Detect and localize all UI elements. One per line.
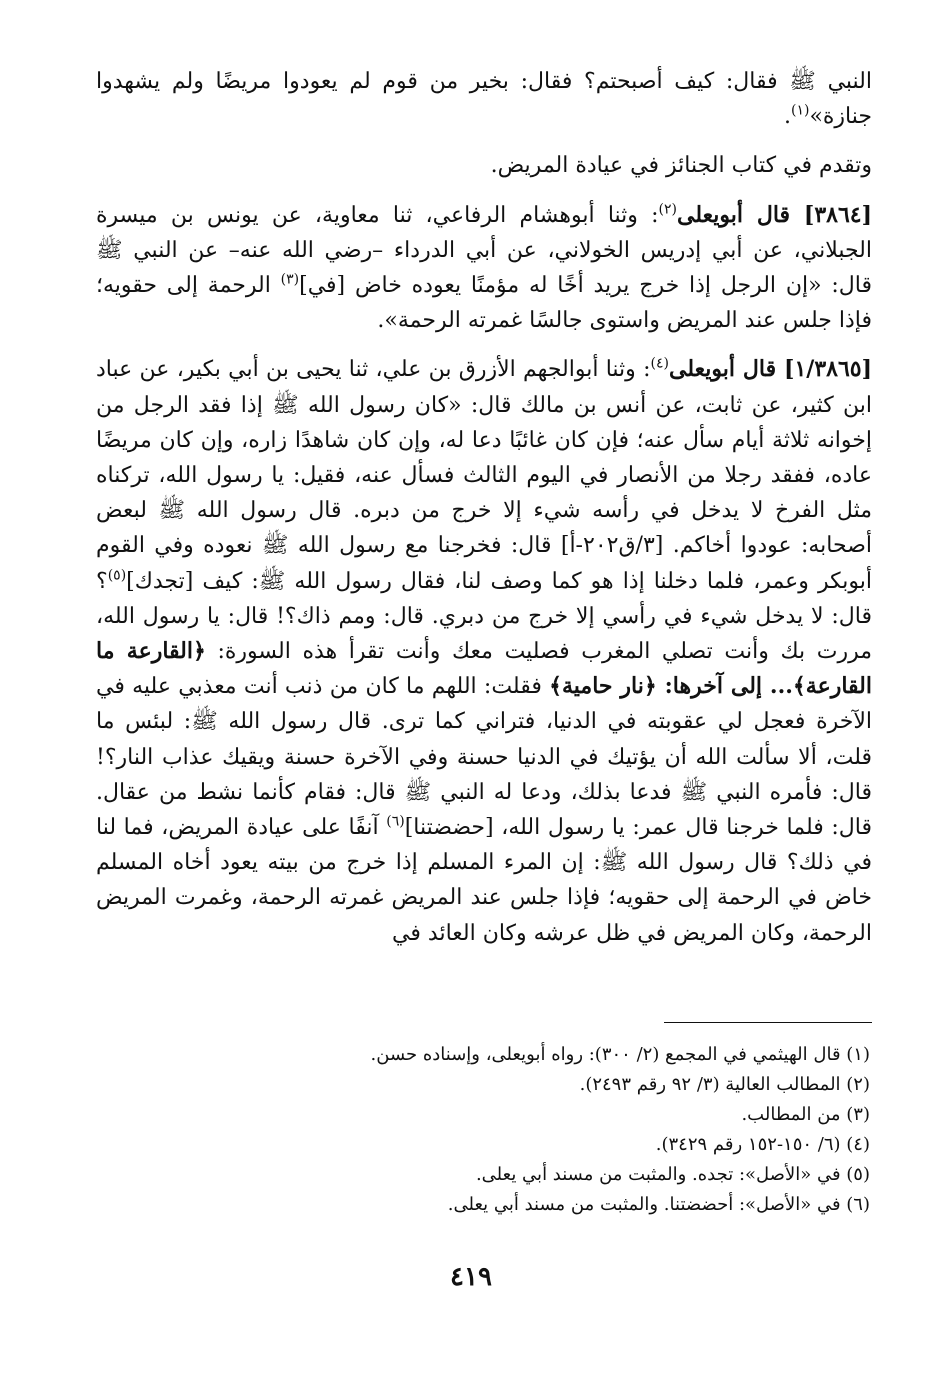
footnote-4: (٤) (٦/ ١٥٠-١٥٢ رقم ٣٤٢٩). [655, 1134, 870, 1155]
footnote-ref-5[interactable]: (٥) [107, 567, 127, 584]
continuation-paragraph [96, 64, 872, 134]
hadith-3865 [96, 352, 872, 950]
footnote-ref-6[interactable]: (٦) [386, 813, 405, 830]
hadith-3864 [96, 198, 872, 339]
footnote-6: (٦) في «الأصل»: أحضضتنا. والمثبت من مسند أبي يعلى. [447, 1194, 870, 1215]
footnote-ref-1[interactable]: (١) [790, 102, 810, 119]
hadith-3864-text-a: : وثنا أبوهشام الرفاعي، ثنا معاوية، عن يونس بن ميسرة الجبلاني، عن أبي إدريس الخولاني، عن أبي الدرداء –رضي الله عنه– عن النبي ﷺ قال: «إن الرجل إذا خرج يريد أخًا له مؤمنًا يعوده خاض [في] [96, 202, 872, 299]
quran-quote: ﴿القارعة ما القارعة﴾... إلى آخرها: ﴿نار حامية﴾ [96, 638, 872, 700]
footnote-ref-2[interactable]: (٢) [658, 201, 678, 218]
hadith-3865-text-b: ؟ قال: لا يدخل شيء في رأسي إلا خرج من دبري. قال: ومم ذاك؟! قال: يا رسول الله، مررت بك وأنت تصلي المغرب فصليت معك وأنت تقرأ هذه السورة: [96, 568, 873, 665]
footnotes [96, 1040, 870, 1220]
hadith-3865-text-c: فقلت: اللهم ما كان من ذنب أنت معذبي عليه في الآخرة فعجل لي عقوبته في الدنيا، فتراني كما ترى. قال رسول الله ﷺ: لبئس ما قلت، ألا سألت الله أن يؤتيك في الدنيا حسنة وفي الآخرة حسنة ويقيك عذاب النار؟! قال: فأمره النبي ﷺ فدعا بذلك، ودعا له النبي ﷺ قال: فقام كأنما نشط من عقال. قال: فلما خرجنا قال عمر: يا رسول الله، [حضضتنا] [96, 674, 872, 841]
hadith-3865-text-a: : وثنا أبوالجهم الأزرق بن علي، ثنا يحيى بن أبي بكير، عن عباد ابن كثير، عن ثابت، عن أنس بن مالك قال: «كان رسول الله ﷺ إذا فقد الرجل من إخوانه ثلاثة أيام سأل عنه؛ فإن كان غائبًا دعا له، وإن كان شاهدًا زاره، وإن كان مريضًا عاده، ففقد رجلا من الأنصار في اليوم الثالث فسأل عنه، فقيل: يا رسول الله، تركناه مثل الفرخ لا يدخل في رأسه شيء إلا خرج من دبره. قال رسول الله ﷺ لبعض أصحابه: عودوا أخاكم. [٣/ق٢٠٢-أ] قال: فخرجنا مع رسول الله ﷺ نعوده وفي القوم أبوبكر وعمر، فلما دخلنا إذا هو كما وصف لنا، فقال رسول الله ﷺ: كيف [تجدك] [96, 357, 873, 594]
hadith-3864-text-b: الرحمة إلى حقويه؛ فإذا جلس عند المريض واستوى جالسًا غمرته الرحمة». [96, 273, 872, 334]
note-paragraph: وتقدم في كتاب الجنائز في عيادة المريض. [490, 153, 872, 179]
hadith-3864-label: [٣٨٦٤] قال أبويعلى [677, 201, 873, 228]
footnote-2: (٢) المطالب العالية (٣/ ٩٢ رقم ٢٤٩٣). [579, 1074, 870, 1095]
hadith-3865-label: [١/٣٨٦٥] قال أبويعلى [668, 356, 873, 383]
footnote-3: (٣) من المطالب. [741, 1104, 870, 1125]
footnote-5: (٥) في «الأصل»: تجده. والمثبت من مسند أبي يعلى. [475, 1164, 870, 1185]
footnote-1: (١) قال الهيثمي في المجمع (٢/ ٣٠٠): رواه أبويعلى، وإسناده حسن. [370, 1044, 870, 1065]
continuation-text: النبي ﷺ فقال: كيف أصبحتم؟ فقال: بخير من قوم لم يعودوا مريضًا ولم يشهدوا جنازة» [96, 69, 872, 130]
hadith-3865-text-d: آنفًا على عيادة المريض، فما لنا في ذلك؟ قال رسول الله ﷺ: إن المرء المسلم إذا خرج من بيته يعود أخاه المسلم خاض في الرحمة إلى حقويه؛ فإذا جلس عند المريض غمرته الرحمة، وغمرت المريض الرحمة، وكان المريض في ظل عرشه وكان العائد في [96, 815, 872, 946]
continuation-end: . [783, 104, 791, 130]
footnote-ref-3[interactable]: (٣) [280, 271, 300, 288]
page-number: ٤١٩ [450, 1262, 492, 1292]
footnote-separator [664, 1022, 872, 1023]
footnote-ref-4[interactable]: (٤) [650, 356, 669, 373]
main-text [96, 64, 872, 951]
